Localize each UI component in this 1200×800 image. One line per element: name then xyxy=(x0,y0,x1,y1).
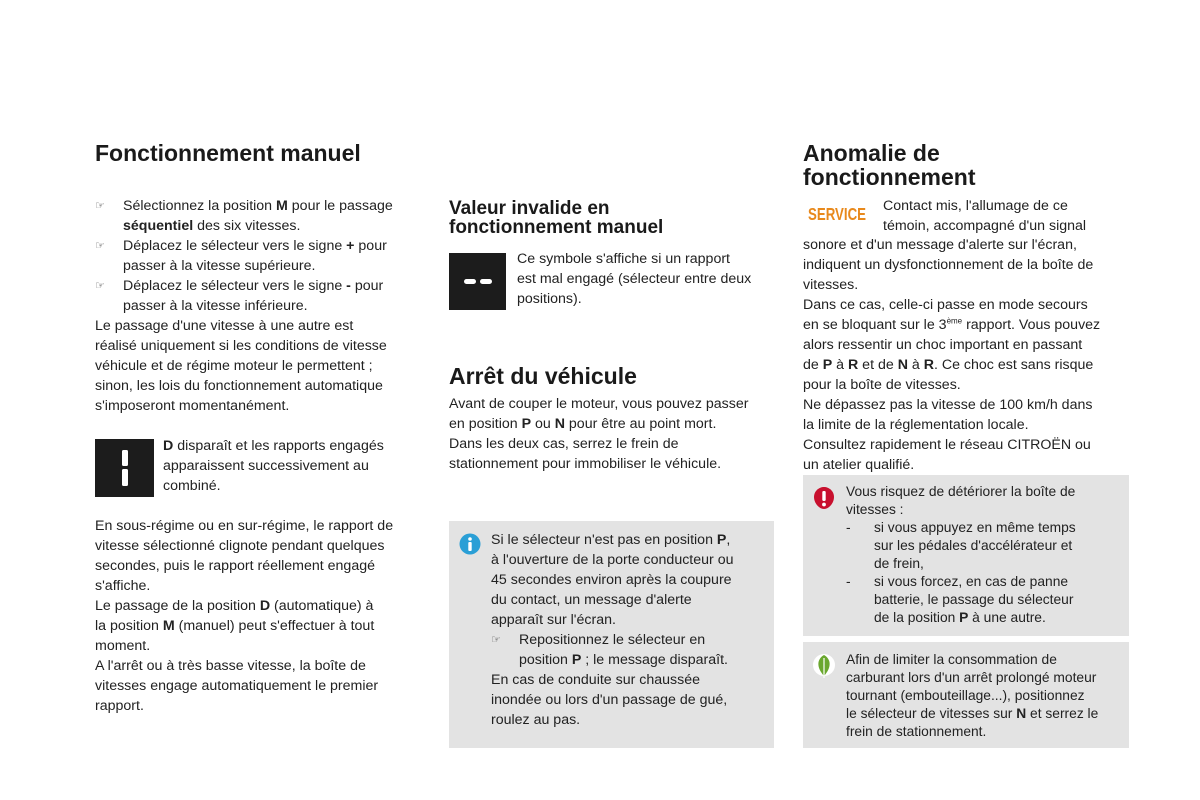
svg-text:SERVICE: SERVICE xyxy=(808,204,866,224)
symbol-description: Ce symbole s'affiche si un rapport est mal engagé (sélecteur entre deux positions). xyxy=(517,251,752,307)
section-title-invalid: Valeur invalide en fonctionnement manuel xyxy=(449,198,664,238)
manual-bullets xyxy=(95,196,435,416)
pointing-hand-icon: ☞ xyxy=(95,200,105,212)
info-box xyxy=(449,521,774,748)
pointing-hand-icon: ☞ xyxy=(95,240,105,252)
paragraph: Le passage d'une vitesse à une autre est réalisé uniquement si les conditions de vitesse véhicule et de régime moteur le permettent ; sinon, les lois du fonctionnement automatique s'imposeront momentanément. xyxy=(95,318,387,414)
list-item: - si vous forcez, en cas de panne batterie, le passage du sélecteur de la position P à une autre. xyxy=(846,574,1074,625)
indicator-description: D disparaît et les rapports engagés apparaissent successivement au combiné. xyxy=(163,438,384,494)
paragraph: Avant de couper le moteur, vous pouvez passer en position P ou N pour être au point mort. Dans les deux cas, serrez le frein de stationnement pour immobiliser le véhicule. xyxy=(449,396,749,472)
list-item: ☞ Déplacez le sélecteur vers le signe + pour passer à la vitesse supérieure. xyxy=(95,238,387,274)
warning-box xyxy=(803,475,1129,636)
eco-tip-box xyxy=(803,642,1129,748)
pointing-hand-icon: ☞ xyxy=(95,280,105,292)
list-item: ☞ Repositionnez le sélecteur en position P ; le message disparaît. xyxy=(491,632,728,668)
section-title-anomaly: Anomalie de fonctionnement xyxy=(803,140,976,190)
info-text: Si le sélecteur n'est pas en position P, à l'ouverture de la porte conducteur ou 45 secondes environ après la coupure du contact, un message d'alerte apparaît sur l'écran. ☞ Repositionnez le sélecteur en position P ; le message disparaît. En cas de conduite sur chaussée inondée ou lors d'un passage de gué, roulez au pas. xyxy=(491,530,771,730)
section-title-stop: Arrêt du véhicule xyxy=(449,363,637,389)
list-item: ☞ Déplacez le sélecteur vers le signe - pour passer à la vitesse inférieure. xyxy=(95,278,384,314)
eco-tip-text: Afin de limiter la consommation de carburant lors d'un arrêt prolongé moteur tournant (embouteillage...), positionnez le sélecteur de vitesses sur N et serrez le frein de stationnement. xyxy=(846,652,1099,739)
paragraph: sonore et d'un message d'alerte sur l'écran, indiquent un dysfonctionnement de la boîte de vitesses. Dans ce cas, celle-ci passe en mode secours en se bloquant sur le 3ème rapport. Vous pouvez alors ressentir un choc important en passant de P à R et de N à R. Ce choc est sans risque pour la boîte de vitesses. Ne dépassez pas la vitesse de 100 km/h dans la limite de la réglementation locale. Consultez rapidement le réseau CITROËN ou un atelier qualifié. xyxy=(803,237,1101,473)
warning-text: Vous risquez de détériorer la boîte de vitesses : - si vous appuyez en même temps sur les pédales d'accélérateur et de frein, - si vous forcez, en cas de panne batterie, le passage du sélecteur de la position P à une autre. xyxy=(846,483,1126,627)
paragraph-intro: Contact mis, l'allumage de ce témoin, accompagné d'un signal xyxy=(883,198,1087,234)
section-title-manual: Fonctionnement manuel xyxy=(95,140,361,166)
gear-indicator-icon xyxy=(95,439,154,497)
leaf-icon xyxy=(812,652,836,685)
list-item: ☞ Sélectionnez la position M pour le passage séquentiel des six vitesses. xyxy=(95,198,393,234)
info-icon xyxy=(459,533,481,560)
list-item: - si vous appuyez en même temps sur les pédales d'accélérateur et de frein, xyxy=(846,520,1076,571)
warning-icon xyxy=(813,486,835,515)
service-warning-icon xyxy=(806,201,868,225)
pointing-hand-icon: ☞ xyxy=(491,634,501,646)
invalid-gear-icon xyxy=(449,253,506,310)
paragraph: En sous-régime ou en sur-régime, le rapport de vitesse sélectionné clignote pendant quelques secondes, puis le rapport réellement engagé s'affiche. Le passage de la position D (automatique) à la position M (manuel) peut s'effectuer à tout moment. A l'arrêt ou à très basse vitesse, la boîte de vitesses engage automatiquement le premier rapport. xyxy=(95,518,394,714)
